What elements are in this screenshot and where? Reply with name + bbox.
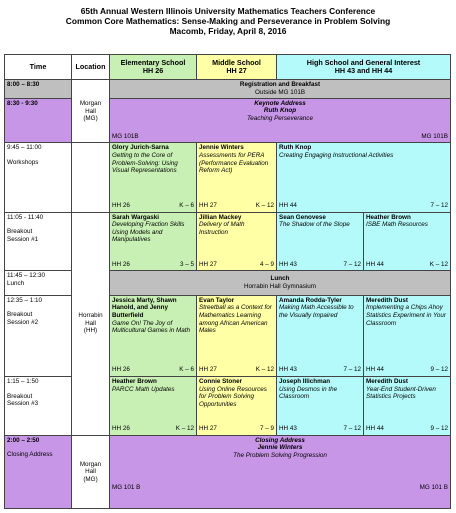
elementary-label: Elementary School: [120, 57, 186, 67]
session-title: Game On! The Joy of Multicultural Games in Math: [112, 319, 191, 335]
closing-speaker: Jennie Winters: [257, 444, 303, 452]
registration-row: [5, 80, 451, 98]
middle-room: HH 27: [226, 66, 247, 76]
closing-time: 2:00 – 2:50: [7, 436, 40, 444]
closing-room-right: MG 101 B: [419, 484, 448, 492]
breakout2-middle: [197, 295, 277, 376]
keynote-time: 8:30 - 9:30: [5, 98, 72, 143]
breakout3-time: 1:15 – 1:50: [7, 377, 39, 385]
location-line: (MG): [83, 475, 98, 483]
keynote-room-left: MG 101B: [112, 132, 139, 140]
breakout1-middle: [197, 212, 277, 271]
session-grades: 7 – 12: [343, 260, 361, 268]
closing-time-cell: [5, 435, 72, 508]
session-grades: 3 – 5: [179, 260, 194, 268]
workshop-high: [277, 143, 451, 212]
session-title: The Shadow of the Slope: [279, 221, 350, 229]
registration-cell: [110, 80, 451, 98]
session-title: Making Math Accessible to the Visually Impaired: [279, 304, 354, 319]
high-label: High School and General Interest: [306, 57, 421, 67]
session-presenter: Heather Brown: [112, 377, 157, 385]
time-column-header: Time: [5, 55, 72, 80]
session-presenter: Sarah Wargaski: [112, 213, 160, 221]
lunch-time: 11:45 – 12:30: [7, 272, 46, 280]
keynote-title: Keynote Address: [254, 99, 306, 107]
schedule-table: [4, 54, 451, 509]
session-title: Delivery of Math Instruction: [199, 221, 245, 236]
location-line: Morgan: [79, 460, 102, 468]
session-room: HH 27: [199, 366, 217, 374]
session-presenter: Sean Genovese: [279, 213, 326, 221]
session-presenter: Evan Taylor: [199, 296, 235, 304]
session-room: HH 44: [366, 366, 384, 374]
location-line: Hall: [85, 319, 96, 327]
session-title: Developing Fraction Skills Using Models and Manipulatives: [112, 221, 185, 244]
breakout2-elementary: [110, 295, 197, 376]
session-title: Using Online Resources for Problem Solving Opportunities: [199, 385, 267, 408]
session-room: HH 44: [366, 425, 384, 433]
breakout1-time-cell: [5, 212, 72, 271]
high-column-header: [277, 55, 451, 80]
breakout2-label-2: Session #2: [7, 318, 39, 326]
session-presenter: Glory Jurich-Sarna: [112, 144, 169, 152]
location-line: (MG): [83, 115, 98, 123]
closing-row: [5, 435, 451, 508]
location-line: Horrabin: [78, 312, 103, 320]
session-presenter: Connie Stoner: [199, 377, 243, 385]
conference-date: Macomb, Friday, April 8, 2016: [169, 26, 287, 36]
closing-title: Closing Address: [255, 436, 305, 444]
lunch-title: Lunch: [270, 275, 290, 283]
session-room: HH 44: [366, 260, 384, 268]
workshops-time-cell: [5, 143, 72, 212]
location-line: Hall: [85, 107, 96, 115]
breakout1-row: [5, 212, 451, 271]
session-grades: K – 12: [255, 366, 274, 374]
session-title: Assessments for PERA (Performance Evaluation Reform Act): [199, 152, 269, 175]
breakout2-time-cell: [5, 295, 72, 376]
session-grades: 7 – 12: [430, 201, 448, 209]
breakout2-row: [5, 295, 451, 376]
breakout2-high-b: [364, 295, 451, 376]
breakout3-elementary: [110, 376, 197, 435]
workshop-elementary: [110, 143, 197, 212]
morgan-hall-location-top: [72, 80, 110, 143]
registration-title: Registration and Breakfast: [239, 81, 321, 89]
session-presenter: Meredith Dust: [366, 377, 408, 385]
workshop-middle: [197, 143, 277, 212]
high-room: HH 43 and HH 44: [334, 66, 393, 76]
closing-talk: The Problem Solving Progression: [233, 452, 327, 460]
session-presenter: Jillian Mackey: [199, 213, 242, 221]
location-line: Hall: [85, 468, 96, 476]
conference-theme: Common Core Mathematics: Sense-Making and Perseverance in Problem Solving: [65, 16, 391, 26]
elementary-room: HH 26: [142, 66, 164, 76]
breakout2-time: 12:35 – 1:10: [7, 296, 43, 304]
session-room: HH 26: [112, 260, 130, 268]
session-grades: K – 12: [255, 201, 274, 209]
breakout3-high-b: [364, 376, 451, 435]
keynote-row: [5, 98, 451, 143]
closing-cell: [110, 435, 451, 508]
location-line: Morgan: [79, 100, 102, 108]
keynote-speaker: Ruth Knop: [263, 107, 297, 115]
breakout1-time: 11:05 - 11:40: [7, 213, 44, 221]
session-presenter: Ruth Knop: [279, 144, 312, 152]
session-room: HH 43: [279, 425, 297, 433]
session-presenter: Jennie Winters: [199, 144, 244, 152]
session-grades: 7 – 12: [343, 366, 361, 374]
session-title: Getting to the Core of Problem-Solving: Using Visual Representations: [112, 152, 178, 175]
lunch-row: [5, 271, 451, 295]
closing-label: Closing Address: [7, 451, 53, 459]
session-room: HH 43: [279, 366, 297, 374]
keynote-cell: [110, 98, 451, 143]
session-title: Creating Engaging Instructional Activities: [279, 152, 394, 160]
session-title: Year-End Student-Driven Statistics Projects: [366, 385, 436, 401]
breakout3-label-2: Session #3: [7, 400, 39, 408]
middle-column-header: [197, 55, 277, 80]
session-room: HH 27: [199, 425, 217, 433]
session-room: HH 44: [279, 201, 297, 209]
breakout2-label: Breakout: [7, 311, 33, 319]
header-row: [5, 55, 451, 80]
keynote-room-right: MG 101B: [421, 132, 448, 140]
horrabin-hall-location: [72, 212, 110, 435]
keynote-talk: Teaching Perseverance: [247, 115, 313, 123]
workshops-row: [5, 143, 451, 212]
registration-location: Outside MG 101B: [254, 88, 306, 96]
breakout1-label-2: Session #1: [7, 235, 39, 243]
breakout1-high-b: [364, 212, 451, 271]
session-presenter: Amanda Rodda-Tyler: [279, 296, 342, 304]
registration-time: 8:00 – 8:30: [5, 80, 72, 98]
session-room: HH 26: [112, 425, 130, 433]
breakout3-row: [5, 376, 451, 435]
session-grades: 7 – 9: [259, 425, 274, 433]
session-grades: 4 – 9: [259, 260, 274, 268]
session-grades: 7 – 12: [343, 425, 361, 433]
lunch-label: Lunch: [7, 279, 25, 287]
workshops-time: 9:45 – 11:00: [7, 144, 42, 152]
session-room: HH 26: [112, 201, 130, 209]
closing-room-left: MG 101 B: [112, 484, 141, 492]
session-title: Implementing a Chips Ahoy Statistics Experiment in Your Classroom: [366, 304, 447, 327]
location-column-header: Location: [72, 55, 110, 80]
breakout3-middle: [197, 376, 277, 435]
session-presenter: Jessica Marty, Shawn Hanold, and Jenny Butterfield: [112, 296, 177, 319]
middle-label: Middle School: [212, 57, 261, 67]
session-title: ISBE Math Resources: [366, 221, 428, 229]
breakout1-high-a: [277, 212, 364, 271]
session-grades: K – 12: [429, 260, 448, 268]
session-room: HH 27: [199, 201, 217, 209]
lunch-time-cell: [5, 271, 72, 295]
breakout3-label: Breakout: [7, 392, 33, 400]
breakout1-label: Breakout: [7, 228, 33, 236]
morgan-hall-location-bottom: [72, 435, 110, 508]
elementary-column-header: [110, 55, 197, 80]
session-grades: 9 – 12: [430, 425, 448, 433]
session-presenter: Heather Brown: [366, 213, 411, 221]
session-grades: K – 6: [179, 201, 194, 209]
session-grades: K – 12: [175, 425, 194, 433]
session-grades: 9 – 12: [430, 366, 448, 374]
session-title: PARCC Math Updates: [112, 385, 175, 393]
session-grades: K – 6: [179, 366, 194, 374]
lunch-location: Horrabin Hall Gymnasium: [243, 283, 317, 291]
location-line: (HH): [83, 327, 98, 335]
session-room: HH 43: [279, 260, 297, 268]
breakout2-high-a: [277, 295, 364, 376]
workshops-label: Workshops: [7, 159, 39, 167]
breakout3-time-cell: [5, 376, 72, 435]
closing-rooms: [112, 484, 448, 492]
workshops-location-empty: [72, 143, 110, 212]
session-room: HH 27: [199, 260, 217, 268]
breakout1-elementary: [110, 212, 197, 271]
conference-title: 65th Annual Western Illinois University Mathematics Teachers Conference: [80, 6, 376, 16]
lunch-cell: [110, 271, 451, 295]
session-presenter: Meredith Dust: [366, 296, 408, 304]
session-room: HH 26: [112, 366, 130, 374]
session-presenter: Joseph Illichman: [279, 377, 331, 385]
breakout3-high-a: [277, 376, 364, 435]
session-title: Using Desmos in the Classroom: [279, 385, 338, 401]
session-title: Streetball as a Context for Mathematics Learning among African American Males: [199, 304, 272, 335]
keynote-rooms: [112, 133, 448, 141]
